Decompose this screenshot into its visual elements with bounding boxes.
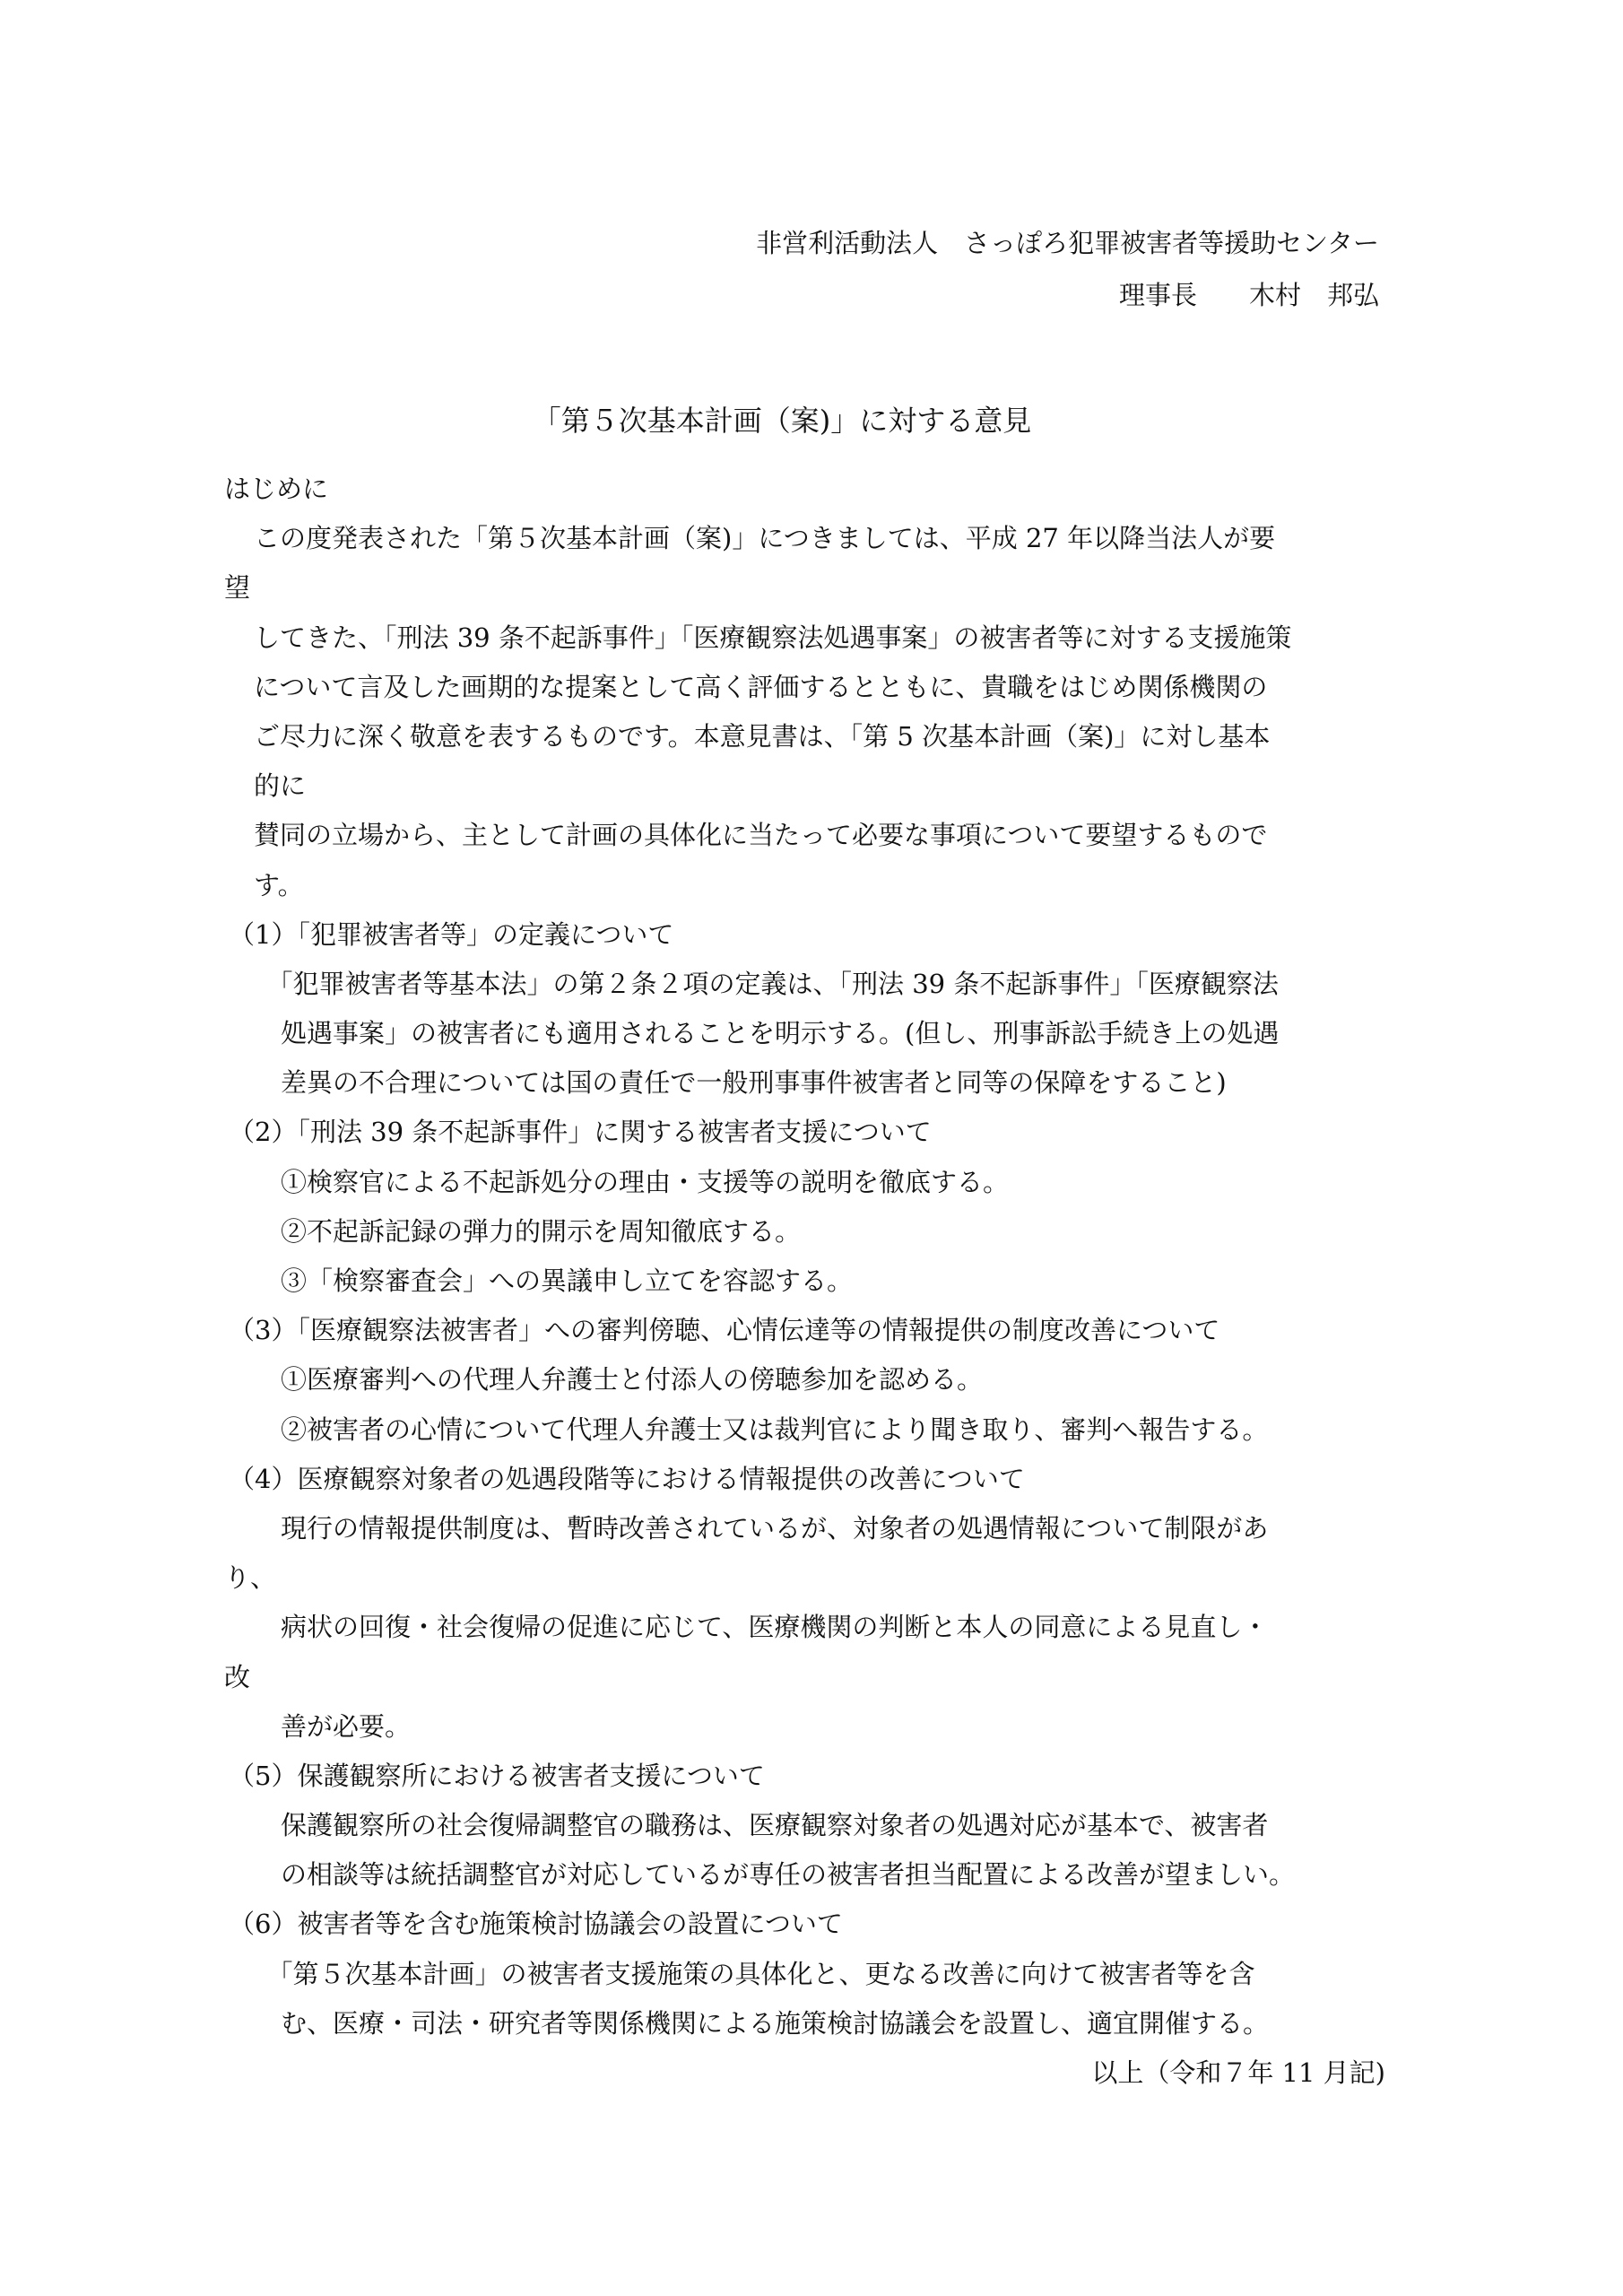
text-line: ②不起訴記録の弾力的開示を周知徹底する。 [281, 1215, 802, 1247]
text-line: ②被害者の心情について代理人弁護士又は裁判官により聞き取り、審判へ報告する。 [281, 1413, 1269, 1445]
closing-note: 以上（令和７年 11 月記) [1091, 2057, 1385, 2088]
text-line: について言及した画期的な提案として高く評価するとともに、貴職をはじめ関係機関の [254, 671, 1268, 702]
document-title: 「第５次基本計画（案)」に対する意見 [532, 404, 1032, 438]
text-line: む、医療・司法・研究者等関係機関による施策検討協議会を設置し、適宜開催する。 [281, 2007, 1270, 2039]
chairperson-name: 理事長 木村 邦弘 [1118, 280, 1379, 310]
text-line: ①医療審判への代理人弁護士と付添人の傍聴参加を認める。 [281, 1364, 984, 1396]
text-line: （3）「医療観察法被害者」への審判傍聴、心情伝達等の情報提供の制度改善について [229, 1315, 1220, 1346]
text-line: 賛同の立場から、主として計画の具体化に当たって必要な事項について要望するもので [254, 820, 1268, 851]
text-line: 「犯罪被害者等基本法」の第２条２項の定義は、「刑法 39 条不起訴事件」「医療観察法 [254, 968, 1279, 999]
text-line: の相談等は統括調整官が対応しているが専任の被害者担当配置による改善が望ましい。 [281, 1859, 1296, 1891]
text-line: す。 [254, 869, 304, 900]
text-line: 病状の回復・社会復帰の促進に応じて、医療機関の判断と本人の同意による見直し・ [281, 1612, 1269, 1643]
text-line: 善が必要。 [281, 1710, 412, 1742]
text-line: り、 [224, 1562, 277, 1594]
text-line: 改 [224, 1661, 251, 1692]
organization-name: 非営利活動法人 さっぽろ犯罪被害者等援助センター [756, 228, 1379, 258]
document-body [224, 465, 1408, 2098]
text-line: 望 [224, 572, 251, 604]
text-line: （4）医療観察対象者の処遇段階等における情報提供の改善について [229, 1463, 1025, 1494]
text-line: 処遇事案」の被害者にも適用されることを明示する。(但し、刑事訴訟手続き上の処遇 [281, 1018, 1280, 1049]
text-line: 的に [254, 770, 307, 802]
text-line: この度発表された「第５次基本計画（案)」につきましては、平成 27 年以降当法人が要 [254, 523, 1276, 554]
text-line: ①検察官による不起訴処分の理由・支援等の説明を徹底する。 [281, 1166, 1010, 1197]
text-line: はじめに [224, 474, 329, 504]
text-line: 現行の情報提供制度は、暫時改善されているが、対象者の処遇情報について制限があ [281, 1512, 1269, 1544]
text-line: ご尽力に深く敬意を表するものです。本意見書は、「第 5 次基本計画（案)」に対し基本 [254, 720, 1271, 752]
text-line: 「第５次基本計画」の被害者支援施策の具体化と、更なる改善に向けて被害者等を含 [254, 1958, 1255, 1989]
text-line: （1）「犯罪被害者等」の定義について [229, 918, 674, 950]
text-line: （5）保護観察所における被害者支援について [229, 1760, 765, 1791]
text-line: 差異の不合理については国の責任で一般刑事事件被害者と同等の保障をすること) [281, 1067, 1227, 1099]
text-line: （6）被害者等を含む施策検討協議会の設置について [229, 1909, 843, 1940]
text-line: してきた、「刑法 39 条不起訴事件」「医療観察法処遇事案」の被害者等に対する支援施策 [254, 622, 1292, 653]
text-line: ③「検察審査会」への異議申し立てを容認する。 [281, 1265, 854, 1296]
text-line: （2）「刑法 39 条不起訴事件」に関する被害者支援について [229, 1117, 932, 1148]
text-line: 保護観察所の社会復帰調整官の職務は、医療観察対象者の処遇対応が基本で、被害者 [281, 1810, 1269, 1841]
